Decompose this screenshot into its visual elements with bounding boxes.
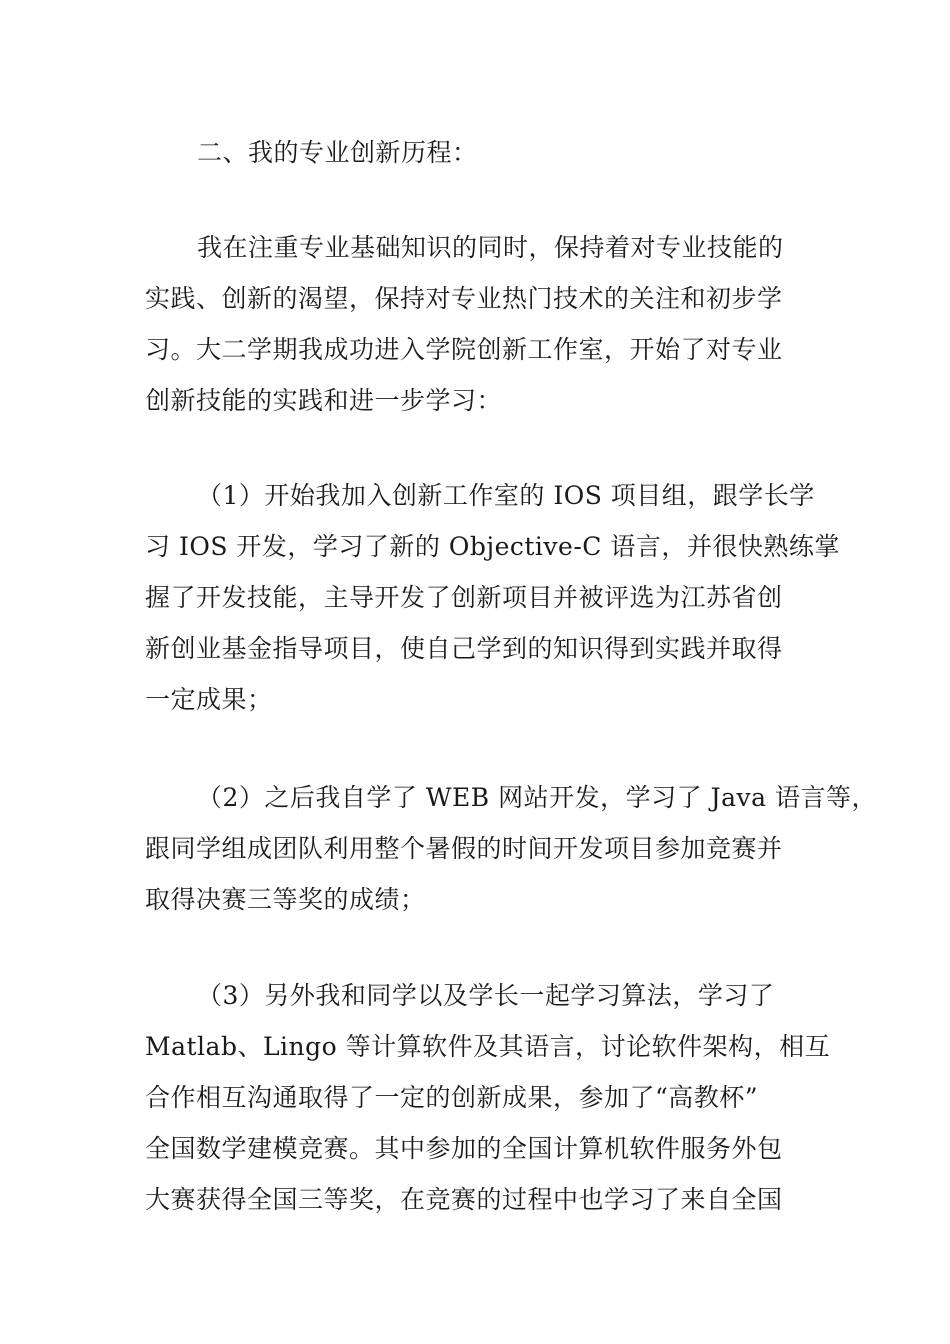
paragraph-4-line-2: Matlab、Lingo 等计算软件及其语言，讨论软件架构，相互 xyxy=(145,1032,831,1061)
paragraph-2-line-5: 一定成果； xyxy=(145,685,273,714)
paragraph-1-line-3: 习。大二学期我成功进入学院创新工作室，开始了对专业 xyxy=(145,335,783,364)
paragraph-2-line-2: 习 IOS 开发，学习了新的 Objective-C 语言，并很快熟练掌 xyxy=(145,532,840,561)
paragraph-2-line-4: 新创业基金指导项目，使自己学到的知识得到实践并取得 xyxy=(145,634,783,663)
paragraph-4-line-3: 合作相互沟通取得了一定的创新成果，参加了“高教杯” xyxy=(145,1083,759,1112)
paragraph-3-line-3: 取得决赛三等奖的成绩； xyxy=(145,885,426,914)
paragraph-3-line-1: （2）之后我自学了 WEB 网站开发，学习了 Java 语言等， xyxy=(197,783,877,812)
section-heading: 二、我的专业创新历程： xyxy=(197,138,478,167)
paragraph-3-line-2: 跟同学组成团队利用整个暑假的时间开发项目参加竞赛并 xyxy=(145,834,783,863)
paragraph-2-line-1: （1）开始我加入创新工作室的 IOS 项目组，跟学长学 xyxy=(197,481,815,510)
paragraph-4-line-5: 大赛获得全国三等奖，在竞赛的过程中也学习了来自全国 xyxy=(145,1185,783,1214)
paragraph-1-line-2: 实践、创新的渴望，保持对专业热门技术的关注和初步学 xyxy=(145,284,783,313)
paragraph-1-line-1: 我在注重专业基础知识的同时，保持着对专业技能的 xyxy=(197,233,784,262)
paragraph-4-line-4: 全国数学建模竞赛。其中参加的全国计算机软件服务外包 xyxy=(145,1134,783,1163)
paragraph-4-line-1: （3）另外我和同学以及学长一起学习算法，学习了 xyxy=(197,981,775,1010)
paragraph-1-line-4: 创新技能的实践和进一步学习： xyxy=(145,386,503,415)
paragraph-2-line-3: 握了开发技能，主导开发了创新项目并被评选为江苏省创 xyxy=(145,583,783,612)
